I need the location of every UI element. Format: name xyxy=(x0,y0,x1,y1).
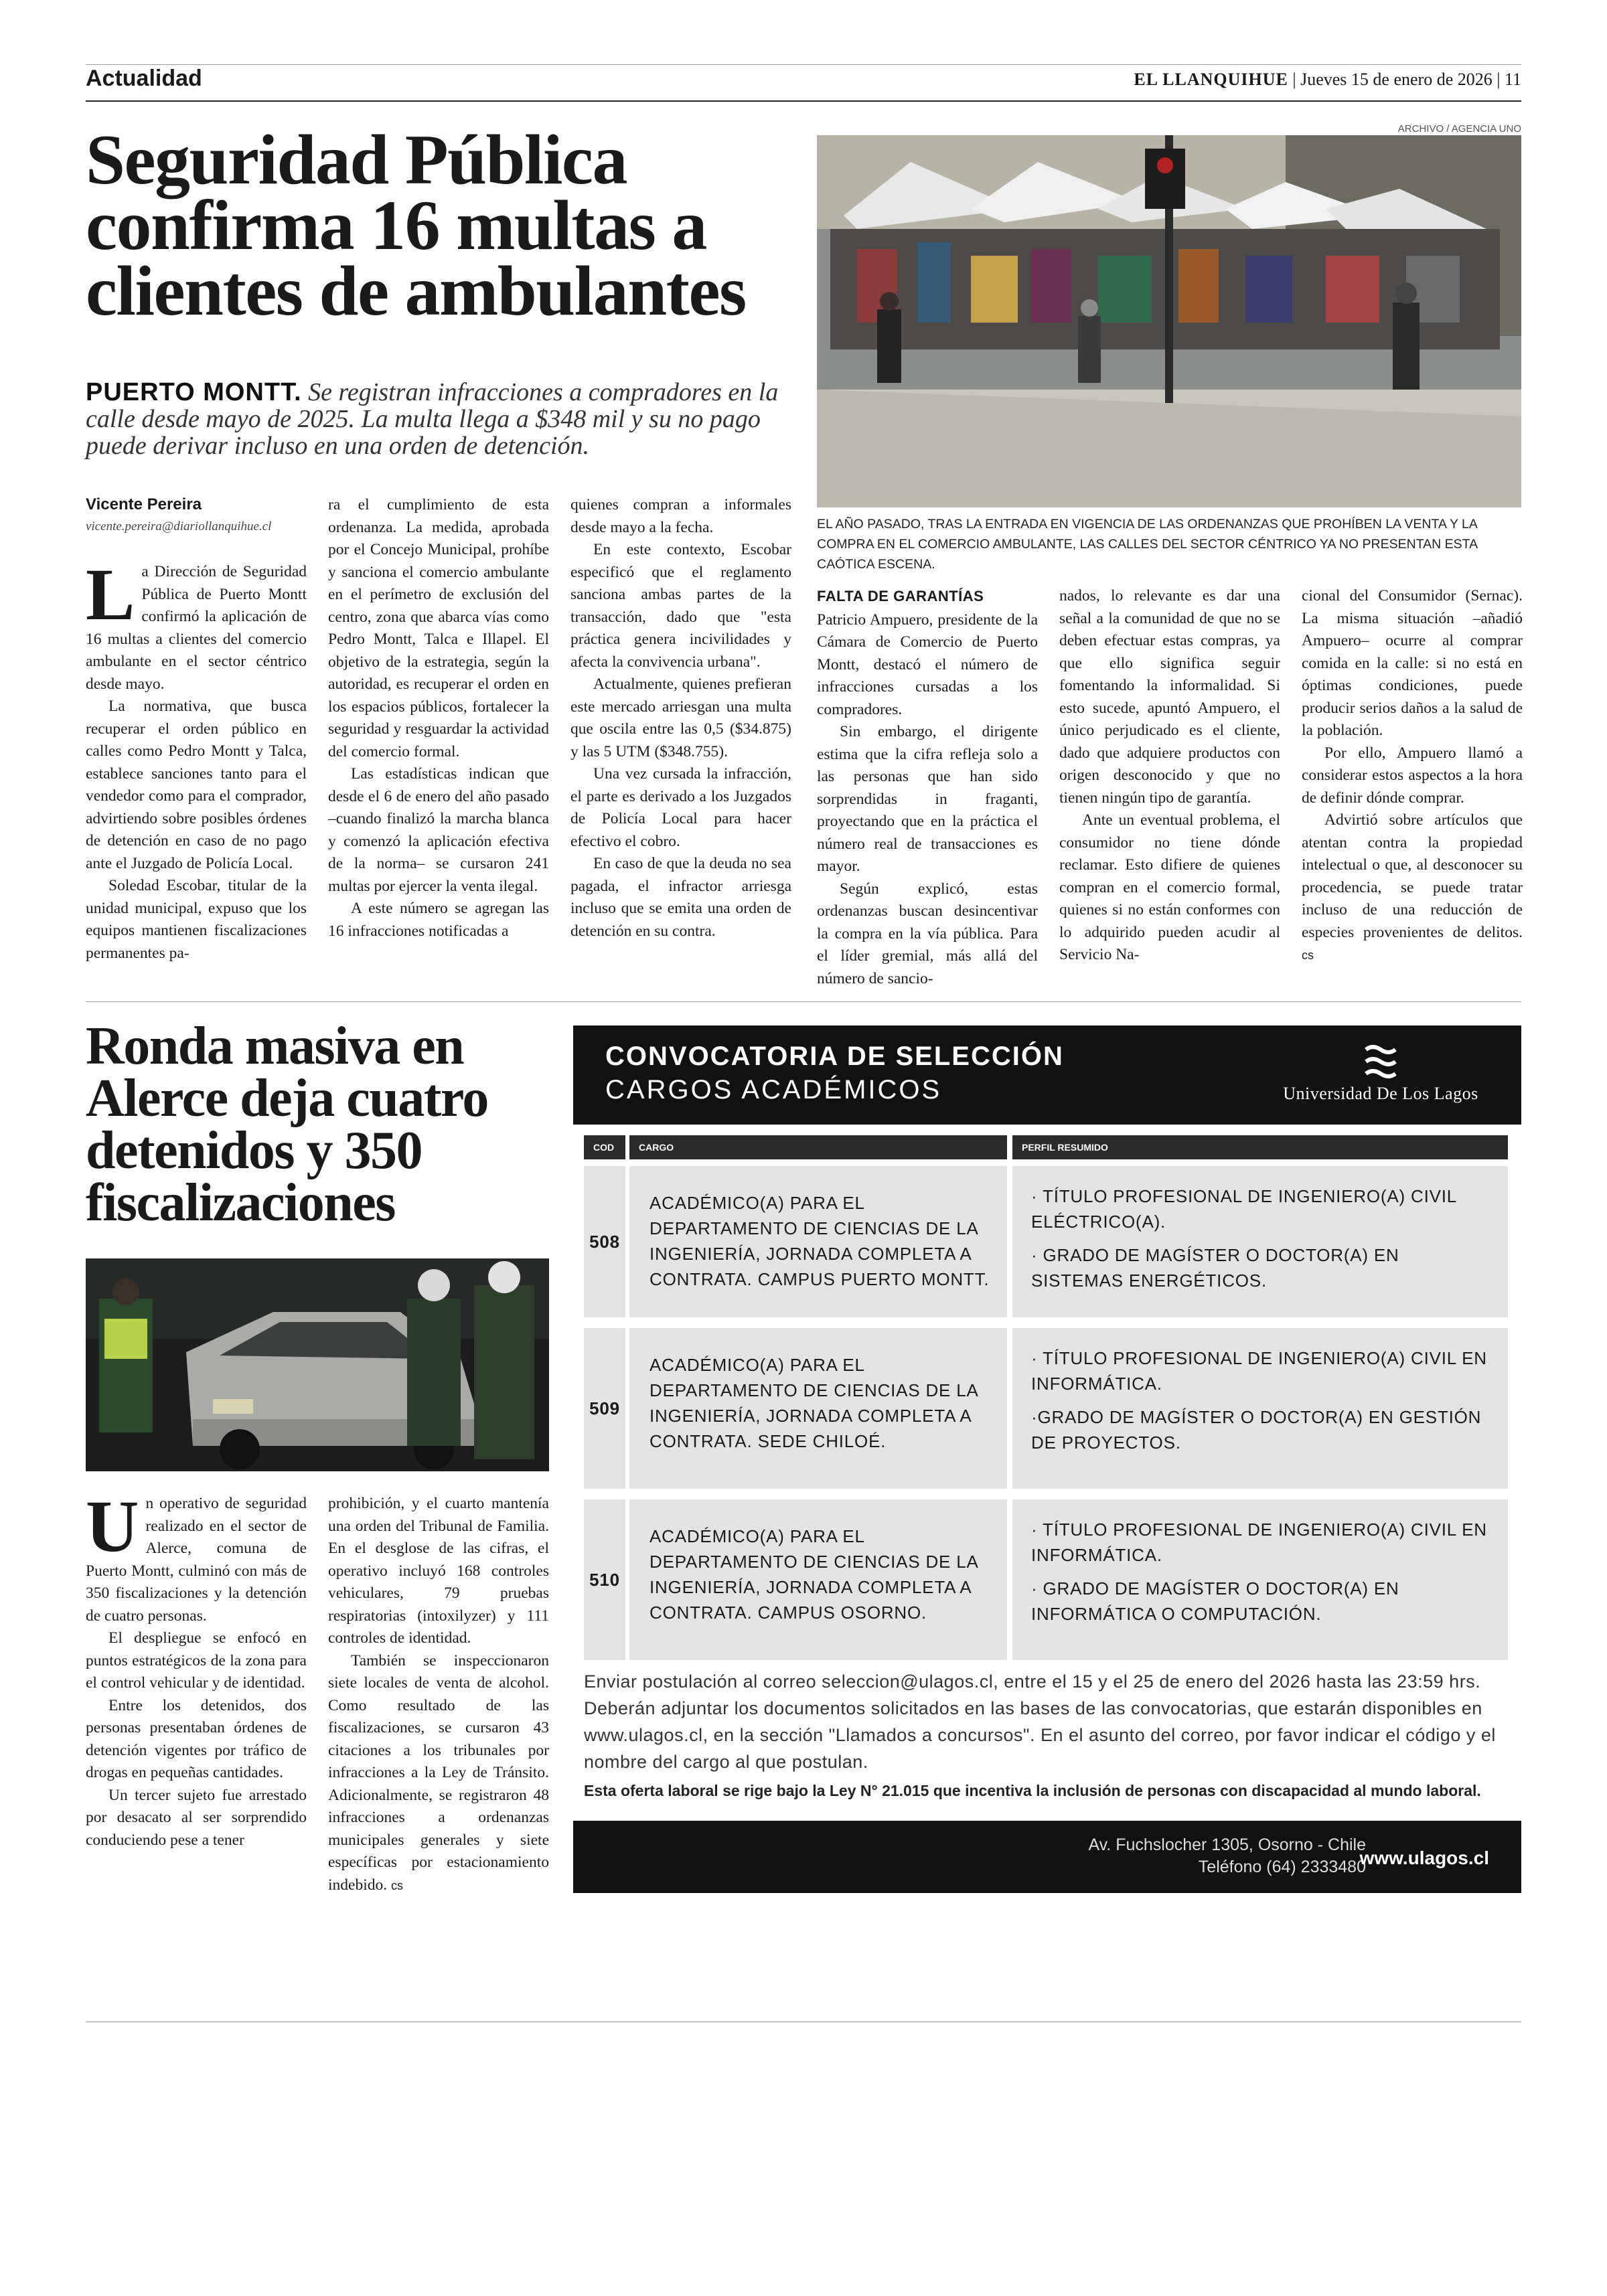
paragraph: Ante un eventual problema, el consumidor no tiene dónde reclamar. Esto difiere de quienes compran en el comercio formal, quienes si no están conformes con lo adquirido pueden acudir al Servicio Na- xyxy=(1059,811,1280,963)
paragraph-text: También se inspeccionaron siete locales de venta de alcohol. Como resultado de las fiscalizaciones, se cursaron 43 citaciones a los tribunales por infracciones a la Ley de Tránsito. Adicionalmente, se registraron 48 infracciones a ordenanzas municipales generales y siete específicas por estacionamiento indebido. xyxy=(328,1651,549,1894)
contact-address xyxy=(1088,1834,1366,1878)
headline-main: Seguridad Pública confirma 16 multas a clientes de ambulantes xyxy=(86,120,746,330)
job-code: 510 xyxy=(584,1499,625,1660)
paragraph-text: Advirtió sobre artículos que atentan contra la propiedad intelectual o que, al desconocer su procedencia, se puede tratar incluso de una reducción de especies provenientes de delitos. xyxy=(1302,811,1523,941)
col-header-perfil: PERFIL RESUMIDO xyxy=(1012,1135,1508,1159)
phone: Teléfono (64) 2333480 xyxy=(1198,1858,1366,1876)
end-mark: cs xyxy=(391,1878,403,1892)
profile-item: · TÍTULO PROFESIONAL DE INGENIERO(A) CIVIL ELÉCTRICO(A). xyxy=(1031,1186,1457,1232)
job-title: ACADÉMICO(A) PARA EL DEPARTAMENTO DE CIENCIAS DE LA INGENIERÍA, JORNADA COMPLETA A CONTRATA. SEDE CHILOÉ. xyxy=(629,1328,1007,1489)
paragraph: n operativo de seguridad realizado en el sector de Alerce, comuna de Puerto Montt, culminó con más de 350 fiscalizaciones y la detención de cuatro personas. xyxy=(86,1495,307,1625)
article2-col2 xyxy=(328,1493,549,1897)
job-code: 508 xyxy=(584,1166,625,1317)
paragraph: Patricio Ampuero, presidente de la Cámara de Comercio de Puerto Montt, destacó el número de infracciones cursadas a los compradores. xyxy=(817,610,1038,718)
article1-col4 xyxy=(817,585,1038,990)
drop-cap: L xyxy=(86,554,135,635)
article1-col5 xyxy=(1059,585,1280,967)
headline-second: Ronda masiva en Alerce deja cuatro detenidos y 350 fiscalizaciones xyxy=(86,1017,488,1232)
end-mark: cs xyxy=(1302,949,1314,962)
col-header-cargo: CARGO xyxy=(629,1135,1007,1159)
paragraph: cional del Consumidor (Sernac). La misma situación –añadió Ampuero– ocurre al comprar comida en la calle: si no está en óptimas condiciones, puede producir serios daños a la salud de la población. xyxy=(1302,587,1523,739)
application-instructions: Enviar postulación al correo seleccion@ulagos.cl, entre el 15 y el 25 de enero del 2026 hasta las 23:59 hrs. Deberán adjuntar los documentos solicitados en las bases de las convocatorias, que estarán disponibles en www.ulagos.cl, en la sección "Llamados a concursos". En el asunto del correo, por favor indicar el código y el nombre del cargo al que postulan. xyxy=(584,1671,1496,1772)
paper-name: EL LLANQUIHUE xyxy=(1134,70,1288,89)
paragraph: nados, lo relevante es dar una señal a la comunidad de que no se deben efectuar estas compras, ya que ello significa seguir fomentando la informalidad. Si esto sucede, apuntó Ampuero, el único perjudicado es el cliente, dado que adquiere productos con origen desconocido y que no tienen ningún tipo de garantía. xyxy=(1059,587,1280,807)
ad-title: CONVOCATORIA DE SELECCIÓN xyxy=(605,1042,1064,1071)
paragraph: Entre los detenidos, dos personas presentaban órdenes de detención vigentes por tráfico de drogas en pequeñas cantidades. xyxy=(86,1696,307,1781)
header-rule xyxy=(86,100,1521,102)
photo-caption: EL AÑO PASADO, TRAS LA ENTRADA EN VIGENCIA DE LAS ORDENANZAS QUE PROHÍBEN LA VENTA Y LA COMPRA EN EL COMERCIO AMBULANTE, LAS CALLES DEL SECTOR CÉNTRICO YA NO PRESENTAN ESTA CAÓTICA ESCENA. xyxy=(817,517,1478,572)
paragraph: Las estadísticas indican que desde el 6 de enero del año pasado –cuando finalizó la marcha blanca y comenzó la aplicación efectiva de la norma– se cursaron 241 multas por ejercer la venta ilegal. xyxy=(328,765,549,895)
paragraph: Según explicó, estas ordenanzas buscan desincentivar la compra en la vía pública. Para el líder gremial, más allá del número de sancio- xyxy=(817,880,1038,987)
job-profile xyxy=(1012,1499,1508,1660)
paragraph: Una vez cursada la infracción, el parte es derivado a los Juzgados de Policía Local para hacer efectivo el cobro. xyxy=(570,765,791,850)
paragraph: En caso de que la deuda no sea pagada, el infractor arriesga incluso que se emita una orden de detención en su contra. xyxy=(570,855,791,940)
job-title: ACADÉMICO(A) PARA EL DEPARTAMENTO DE CIENCIAS DE LA INGENIERÍA, JORNADA COMPLETA A CONTRATA. CAMPUS OSORNO. xyxy=(629,1499,1007,1660)
ad-subtitle: CARGOS ACADÉMICOS xyxy=(605,1075,942,1104)
dek-place: PUERTO MONTT. xyxy=(86,378,302,406)
job-profile xyxy=(1012,1328,1508,1489)
dek-text: Se registran infracciones a compradores en la calle desde mayo de 2025. La multa llega a $348 mil y su no pago puede derivar incluso en una orden de detención. xyxy=(86,378,779,460)
profile-item: · TÍTULO PROFESIONAL DE INGENIERO(A) CIVIL EN INFORMÁTICA. xyxy=(1031,1520,1487,1565)
section-divider xyxy=(86,1001,1521,1002)
paragraph: Un tercer sujeto fue arrestado por desacato al ser sorprendido conduciendo pese a tener xyxy=(86,1786,307,1849)
job-profile xyxy=(1012,1166,1508,1317)
law-notice: Esta oferta laboral se rige bajo la Ley N° 21.015 que incentiva la inclusión de personas con discapacidad al mundo laboral. xyxy=(584,1782,1481,1799)
paragraph: ra el cumplimiento de esta ordenanza. La medida, aprobada por el Concejo Municipal, prohíbe y sanciona el comercio ambulante en el perímetro de exclusión del centro, zona que abarca vías como Pedro Montt, Talca e Illapel. El objetivo de la estrategia, según la autoridad, es recuperar el orden en los espacios públicos, fortalecer la seguridad y resguardar la actividad del comercio formal. xyxy=(328,496,549,760)
university-name: Universidad De Los Lagos xyxy=(1283,1084,1478,1103)
paragraph: prohibición, y el cuarto mantenía una orden del Tribunal de Familia. En el desglose de las cifras, el operativo incluyó 168 controles vehiculares, 79 pruebas respiratorias (intoxilyzer) y 111 controles de identidad. xyxy=(328,1495,549,1647)
waves-icon xyxy=(1361,1043,1401,1080)
police-photo-illustration xyxy=(86,1258,549,1471)
profile-item: · TÍTULO PROFESIONAL DE INGENIERO(A) CIVIL EN INFORMÁTICA. xyxy=(1031,1348,1487,1394)
author-email: vicente.pereira@diariollanquihue.cl xyxy=(86,519,272,534)
issue-date: Jueves 15 de enero de 2026 xyxy=(1300,70,1493,89)
paragraph: quienes compran a informales desde mayo a la fecha. xyxy=(570,496,791,536)
market-photo xyxy=(817,135,1521,507)
profile-item: ·GRADO DE MAGÍSTER O DOCTOR(A) EN GESTIÓN DE PROYECTOS. xyxy=(1031,1407,1482,1453)
author-name: Vicente Pereira xyxy=(86,495,202,513)
paragraph: A este número se agregan las 16 infracciones notificadas a xyxy=(328,900,549,940)
masthead: EL LLANQUIHUE | Jueves 15 de enero de 2026 | 11 xyxy=(1134,70,1521,89)
address: Av. Fuchslocher 1305, Osorno - Chile xyxy=(1088,1835,1366,1854)
drop-cap: U xyxy=(86,1485,139,1567)
col-header-cod: COD xyxy=(584,1135,625,1159)
university-logo xyxy=(1280,1043,1481,1104)
section-label: Actualidad xyxy=(86,66,202,91)
job-ad xyxy=(573,1026,1521,1893)
article1-col3 xyxy=(570,494,791,942)
market-photo-illustration xyxy=(817,135,1521,507)
contact-bar xyxy=(573,1821,1521,1893)
top-rule xyxy=(86,64,1521,65)
paragraph: En este contexto, Escobar especificó que el reglamento sanciona ambas partes de la transacción, dado que "esta práctica genera incivilidades y afecta la convivencia urbana". xyxy=(570,541,791,671)
paragraph: Soledad Escobar, titular de la unidad municipal, expuso que los equipos mantienen fiscalizaciones permanentes pa- xyxy=(86,877,307,962)
paragraph xyxy=(1302,809,1523,967)
paragraph: a Dirección de Seguridad Pública de Puerto Montt confirmó la aplicación de 16 multas a clientes del comercio ambulante en el sector céntrico desde mayo. xyxy=(86,563,307,693)
photo-credit: ARCHIVO / AGENCIA UNO xyxy=(1397,123,1521,135)
article2-col1 xyxy=(86,1485,307,1852)
job-title: ACADÉMICO(A) PARA EL DEPARTAMENTO DE CIENCIAS DE LA INGENIERÍA, JORNADA COMPLETA A CONTRATA. CAMPUS PUERTO MONTT. xyxy=(629,1166,1007,1317)
subhead: FALTA DE GARANTÍAS xyxy=(817,588,984,604)
deck xyxy=(86,379,795,459)
paragraph xyxy=(328,1650,549,1898)
page-number: 11 xyxy=(1504,70,1521,89)
profile-item: · GRADO DE MAGÍSTER O DOCTOR(A) EN INFORMÁTICA O COMPUTACIÓN. xyxy=(1031,1578,1399,1624)
website-link[interactable]: www.ulagos.cl xyxy=(1359,1848,1489,1868)
article1-col2 xyxy=(328,494,549,942)
paragraph: Por ello, Ampuero llamó a considerar estos aspectos a la hora de definir dónde comprar. xyxy=(1302,744,1523,807)
job-code: 509 xyxy=(584,1328,625,1489)
paragraph: Actualmente, quienes prefieran este mercado arriesgan una multa que oscila entre las 0,5 ($34.875) y las 5 UTM ($348.755). xyxy=(570,675,791,760)
ad-header xyxy=(573,1026,1521,1125)
police-photo xyxy=(86,1258,549,1471)
profile-item: · GRADO DE MAGÍSTER O DOCTOR(A) EN SISTEMAS ENERGÉTICOS. xyxy=(1031,1245,1399,1291)
paragraph: Sin embargo, el dirigente estima que la cifra refleja solo a las personas que han sido sorprendidas in fraganti, proyectando que en la práctica el número real de transacciones es mayor. xyxy=(817,723,1038,875)
paragraph: La normativa, que busca recuperar el orden público en calles como Pedro Montt y Talca, establece sanciones tanto para el vendedor como para el comprador, advirtiendo sobre posibles órdenes de detención en caso de no pago ante el Juzgado de Policía Local. xyxy=(86,698,307,872)
article1-col1 xyxy=(86,554,307,965)
paragraph: El despliegue se enfocó en puntos estratégicos de la zona para el control vehicular y de identidad. xyxy=(86,1629,307,1692)
article1-col6 xyxy=(1302,585,1523,967)
